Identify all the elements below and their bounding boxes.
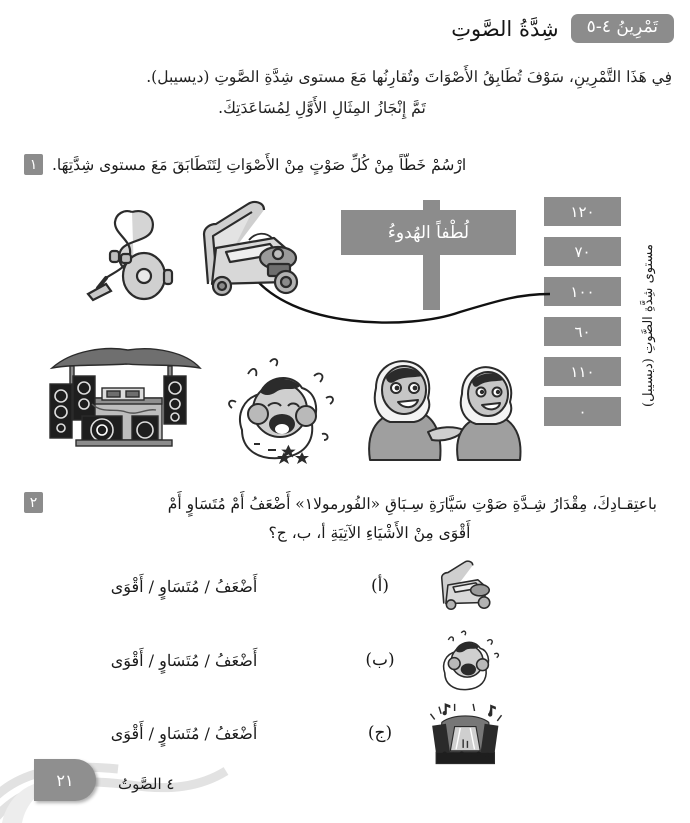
concert-stage-icon xyxy=(423,701,509,765)
lawn-mower-icon xyxy=(423,555,509,617)
page-header xyxy=(16,14,674,43)
sign-plate-text: لُطْفاً الهُدوءُ xyxy=(341,210,516,255)
question-2-line-2: أَقْوَى مِنْ الأَشْيَاءِ الآتِيَةِ أ، ب، ج؟ xyxy=(268,523,471,542)
option-b-thumb xyxy=(411,627,521,693)
decibel-box[interactable]: ٧٠ xyxy=(544,237,621,266)
option-row-b xyxy=(19,627,674,693)
question-1-text: ارْسُمْ خَطّاً مِنْ كُلِّ صَوْتٍ مِنْ الأَصْوَاتِ لِتَتَطَابَقَ مَعَ مستوى شِدَّتِهَا. xyxy=(52,156,467,174)
option-c-label: (ج) xyxy=(367,723,393,743)
crying-baby-icon xyxy=(218,352,338,464)
question-1 xyxy=(24,152,674,178)
decibel-box[interactable]: ١١٠ xyxy=(544,357,621,386)
chapter-label: ٤ الصَّوتُ xyxy=(118,775,175,793)
option-a-thumb xyxy=(411,555,521,617)
question-2 xyxy=(24,490,674,547)
decibel-axis-label xyxy=(626,200,670,450)
question-2-line-1: باعتِقـادِكَ، مِقْدَارُ شِـدَّةِ صَوْتِ سَيَّارَةِ سِـبَاقِ «الفُورمولا١» أَضْعَفُ أَمْ مُتَسَاوٍ أَمْ xyxy=(167,495,657,513)
option-b-label: (ب) xyxy=(365,650,395,670)
decibel-level-list xyxy=(544,197,621,426)
question-2-number: ٢ xyxy=(24,492,43,513)
page-title: شِدَّةُ الصَّوتِ xyxy=(451,16,559,41)
option-a-answer[interactable]: أَضْعَفُ / مُتَسَاوٍ / أَقْوَى xyxy=(110,576,258,596)
decibel-axis-label-text: مستوى شِدَّةِ الصَّوتِ (ديسيبل) xyxy=(640,243,656,407)
vacuum-cleaner-icon xyxy=(80,196,180,306)
intro-line-2: تَمَّ إِنْجَازُ المِثَالِ الأَوَّلِ لِمُسَاعَدَتِكَ. xyxy=(218,99,426,117)
decibel-box[interactable]: ٦٠ xyxy=(544,317,621,346)
dj-stage-speakers-icon xyxy=(46,342,206,452)
exercise-badge: تَمْرِينُ ٤-٥ xyxy=(571,14,674,43)
option-c-answer[interactable]: أَضْعَفُ / مُتَسَاوٍ / أَقْوَى xyxy=(110,723,258,743)
option-a-label: (أ) xyxy=(371,576,389,596)
question-2-text xyxy=(52,490,657,547)
decibel-box[interactable]: ١٢٠ xyxy=(544,197,621,226)
page-number: ٢١ xyxy=(34,759,96,801)
decibel-box[interactable]: ٠ xyxy=(544,397,621,426)
lawn-mower-icon xyxy=(186,190,316,310)
crying-baby-icon xyxy=(426,627,506,693)
question-1-number: ١ xyxy=(24,154,43,175)
intro-line-1: فِي هَذَا التَّمْرِينِ، سَوْفَ تُطَابِقُ الأَصْوَاتَ وتُقارِنُها مَعَ مستوى شِدَّةِ الصَّوتِ (ديسيبل). xyxy=(146,68,672,86)
option-b-answer[interactable]: أَضْعَفُ / مُتَسَاوٍ / أَقْوَى xyxy=(110,650,258,670)
option-c-thumb xyxy=(411,701,521,765)
intro-paragraph xyxy=(32,62,672,124)
option-row-a xyxy=(19,553,674,619)
decibel-box[interactable]: ١٠٠ xyxy=(544,277,621,306)
two-girls-talking-icon xyxy=(336,352,526,464)
